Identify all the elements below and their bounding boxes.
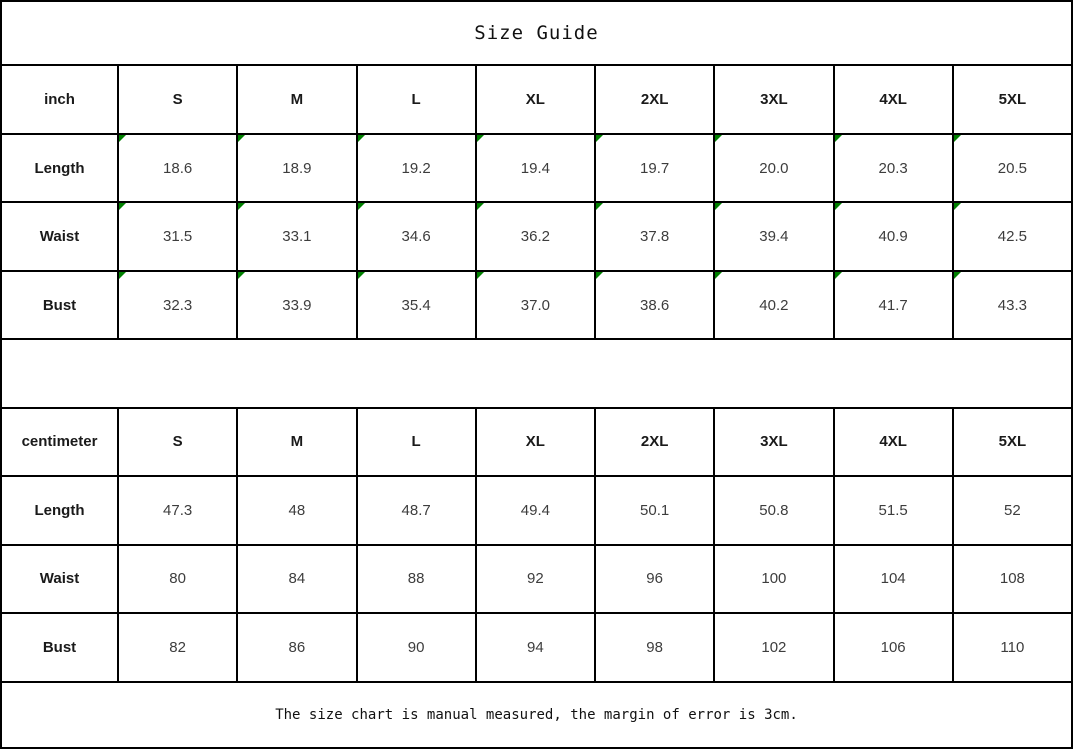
cell-corner-flag-icon (238, 272, 245, 279)
measurement-value: 49.4 (520, 501, 550, 519)
measurement-value-cell (476, 202, 595, 270)
cell-corner-flag-icon (238, 135, 245, 142)
cell-corner-flag-icon (119, 135, 126, 142)
cell-corner-flag-icon (596, 272, 603, 279)
measurement-value: 108 (999, 570, 1025, 588)
measurement-value: 92 (527, 570, 544, 588)
measurement-value: 94 (527, 638, 544, 656)
measurement-value-cell (834, 134, 953, 202)
measurement-value-cell (237, 476, 356, 544)
measurement-value: 48.7 (401, 501, 431, 519)
measurement-row (1, 476, 1072, 544)
size-column-header: 4XL (834, 65, 953, 133)
row-label: Length (1, 476, 118, 544)
size-column-header: 3XL (714, 408, 833, 476)
measurement-value: 104 (880, 570, 906, 588)
cell-corner-flag-icon (835, 203, 842, 210)
measurement-value: 19.7 (640, 159, 670, 177)
measurement-value: 32.3 (163, 296, 193, 314)
measurement-value: 47.3 (163, 501, 193, 519)
measurement-value: 19.2 (401, 159, 431, 177)
measurement-value: 33.1 (282, 228, 312, 246)
measurement-value-cell (476, 545, 595, 613)
row-label: Bust (1, 613, 118, 681)
measurement-value: 86 (288, 638, 306, 656)
measurement-value-cell (237, 271, 356, 339)
size-column-header: XL (476, 65, 595, 133)
measurement-value-cell (118, 271, 237, 339)
cell-corner-flag-icon (835, 135, 842, 142)
measurement-value: 40.9 (878, 228, 908, 246)
size-column-header: S (118, 408, 237, 476)
measurement-value: 43.3 (997, 296, 1027, 314)
cell-corner-flag-icon (358, 135, 365, 142)
measurement-value: 35.4 (401, 296, 431, 314)
cell-corner-flag-icon (477, 272, 484, 279)
cell-corner-flag-icon (596, 135, 603, 142)
size-column-header: L (357, 408, 476, 476)
measurement-value-cell (357, 202, 476, 270)
measurement-row (1, 134, 1072, 202)
row-label: Waist (1, 202, 118, 270)
page-title: Size Guide (1, 1, 1072, 65)
measurement-value-cell (118, 476, 237, 544)
cell-corner-flag-icon (954, 272, 961, 279)
cell-corner-flag-icon (358, 272, 365, 279)
size-column-header: 3XL (714, 65, 833, 133)
measurement-value: 20.3 (878, 159, 908, 177)
measurement-value-cell (357, 134, 476, 202)
measurement-value-cell (595, 134, 714, 202)
size-header-row-inch (1, 65, 1072, 133)
measurement-value-cell (237, 202, 356, 270)
measurement-value-cell (595, 202, 714, 270)
size-column-header: M (237, 408, 356, 476)
size-column-header: S (118, 65, 237, 133)
measurement-value-cell (834, 613, 953, 681)
cell-corner-flag-icon (715, 135, 722, 142)
measurement-value-cell (714, 134, 833, 202)
measurement-value-cell (834, 545, 953, 613)
measurement-value: 38.6 (640, 296, 670, 314)
cell-corner-flag-icon (119, 272, 126, 279)
measurement-value-cell (476, 271, 595, 339)
size-column-header: 4XL (834, 408, 953, 476)
measurement-value: 31.5 (163, 228, 193, 246)
measurement-value-cell (953, 271, 1072, 339)
measurement-value: 84 (288, 570, 306, 588)
measurement-value-cell (595, 613, 714, 681)
measurement-value: 19.4 (520, 159, 550, 177)
measurement-value-cell (595, 476, 714, 544)
measurement-value: 50.8 (759, 501, 789, 519)
cell-corner-flag-icon (715, 203, 722, 210)
size-column-header: L (357, 65, 476, 133)
measurement-value-cell (834, 476, 953, 544)
measurement-value-cell (953, 545, 1072, 613)
measurement-value: 34.6 (401, 228, 431, 246)
measurement-value-cell (118, 134, 237, 202)
size-column-header: XL (476, 408, 595, 476)
footer-row (1, 682, 1072, 749)
measurement-value: 96 (646, 570, 663, 588)
measurement-row (1, 271, 1072, 339)
unit-label: inch (1, 65, 118, 133)
measurement-value: 18.9 (282, 159, 312, 177)
cell-corner-flag-icon (477, 203, 484, 210)
measurement-value-cell (476, 613, 595, 681)
measurement-row (1, 202, 1072, 270)
measurement-value-cell (118, 545, 237, 613)
measurement-value: 100 (761, 570, 787, 588)
row-label: Length (1, 134, 118, 202)
measurement-value-cell (118, 613, 237, 681)
cell-corner-flag-icon (596, 203, 603, 210)
measurement-value: 40.2 (759, 296, 789, 314)
cell-corner-flag-icon (238, 203, 245, 210)
measurement-value-cell (714, 613, 833, 681)
measurement-value-cell (357, 613, 476, 681)
measurement-value: 90 (407, 638, 425, 656)
measurement-value-cell (237, 613, 356, 681)
measurement-value: 52 (1004, 501, 1021, 519)
cell-corner-flag-icon (358, 203, 365, 210)
measurement-value-cell (714, 202, 833, 270)
size-column-header: M (237, 65, 356, 133)
measurement-value-cell (357, 271, 476, 339)
cell-corner-flag-icon (835, 272, 842, 279)
measurement-value-cell (476, 476, 595, 544)
measurement-value: 39.4 (759, 228, 789, 246)
measurement-value: 98 (646, 638, 663, 656)
measurement-value: 106 (880, 638, 906, 656)
cell-corner-flag-icon (477, 135, 484, 142)
measurement-value-cell (595, 271, 714, 339)
measurement-value-cell (357, 545, 476, 613)
measurement-value-cell (834, 271, 953, 339)
spacer-row (1, 339, 1072, 407)
measurement-value: 20.5 (997, 159, 1027, 177)
measurement-row (1, 613, 1072, 681)
measurement-value: 42.5 (997, 228, 1027, 246)
measurement-value: 51.5 (878, 501, 908, 519)
size-column-header: 2XL (595, 65, 714, 133)
size-column-header: 5XL (953, 408, 1072, 476)
measurement-value: 20.0 (759, 159, 789, 177)
measurement-value: 37.8 (640, 228, 670, 246)
measurement-value: 80 (169, 570, 186, 588)
title-row (1, 1, 1072, 65)
measurement-value-cell (595, 545, 714, 613)
measurement-value: 33.9 (282, 296, 312, 314)
cell-corner-flag-icon (119, 203, 126, 210)
unit-label: centimeter (1, 408, 118, 476)
row-label: Bust (1, 271, 118, 339)
measurement-value: 102 (761, 638, 787, 656)
size-column-header: 2XL (595, 408, 714, 476)
size-header-row-centimeter (1, 408, 1072, 476)
measurement-value: 37.0 (520, 296, 550, 314)
measurement-row (1, 545, 1072, 613)
measurement-value: 82 (169, 638, 186, 656)
measurement-value-cell (714, 271, 833, 339)
measurement-value-cell (953, 202, 1072, 270)
measurement-value: 18.6 (163, 159, 193, 177)
measurement-value-cell (714, 545, 833, 613)
measurement-value: 110 (1000, 638, 1025, 656)
size-column-header: 5XL (953, 65, 1072, 133)
measurement-value-cell (953, 613, 1072, 681)
cell-corner-flag-icon (954, 135, 961, 142)
measurement-value-cell (953, 476, 1072, 544)
cell-corner-flag-icon (954, 203, 961, 210)
cell-corner-flag-icon (715, 272, 722, 279)
spacer-cell (1, 339, 1072, 407)
measurement-value-cell (834, 202, 953, 270)
measurement-value: 48 (288, 501, 306, 519)
measurement-value: 41.7 (878, 296, 908, 314)
row-label: Waist (1, 545, 118, 613)
measurement-value-cell (953, 134, 1072, 202)
measurement-value-cell (237, 545, 356, 613)
measurement-value-cell (476, 134, 595, 202)
measurement-value: 36.2 (520, 228, 550, 246)
measurement-value-cell (357, 476, 476, 544)
measurement-value-cell (237, 134, 356, 202)
measurement-value-cell (714, 476, 833, 544)
measurement-value: 50.1 (640, 501, 670, 519)
measurement-value-cell (118, 202, 237, 270)
footer-note: The size chart is manual measured, the margin of error is 3cm. (1, 682, 1072, 749)
measurement-value: 88 (407, 570, 425, 588)
